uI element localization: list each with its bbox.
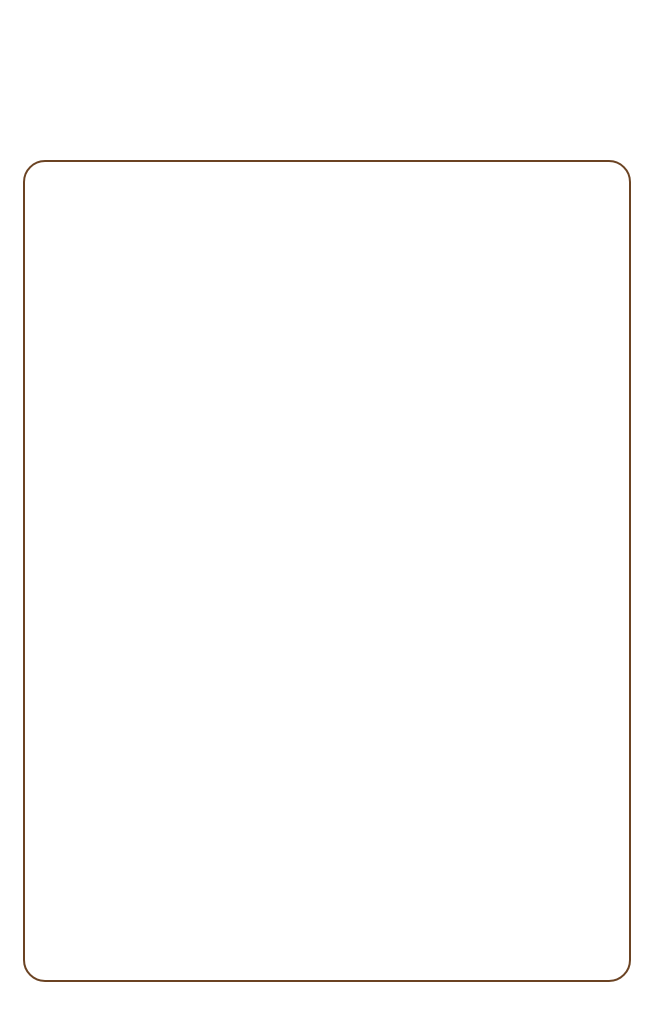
year-levels-table <box>23 160 631 982</box>
